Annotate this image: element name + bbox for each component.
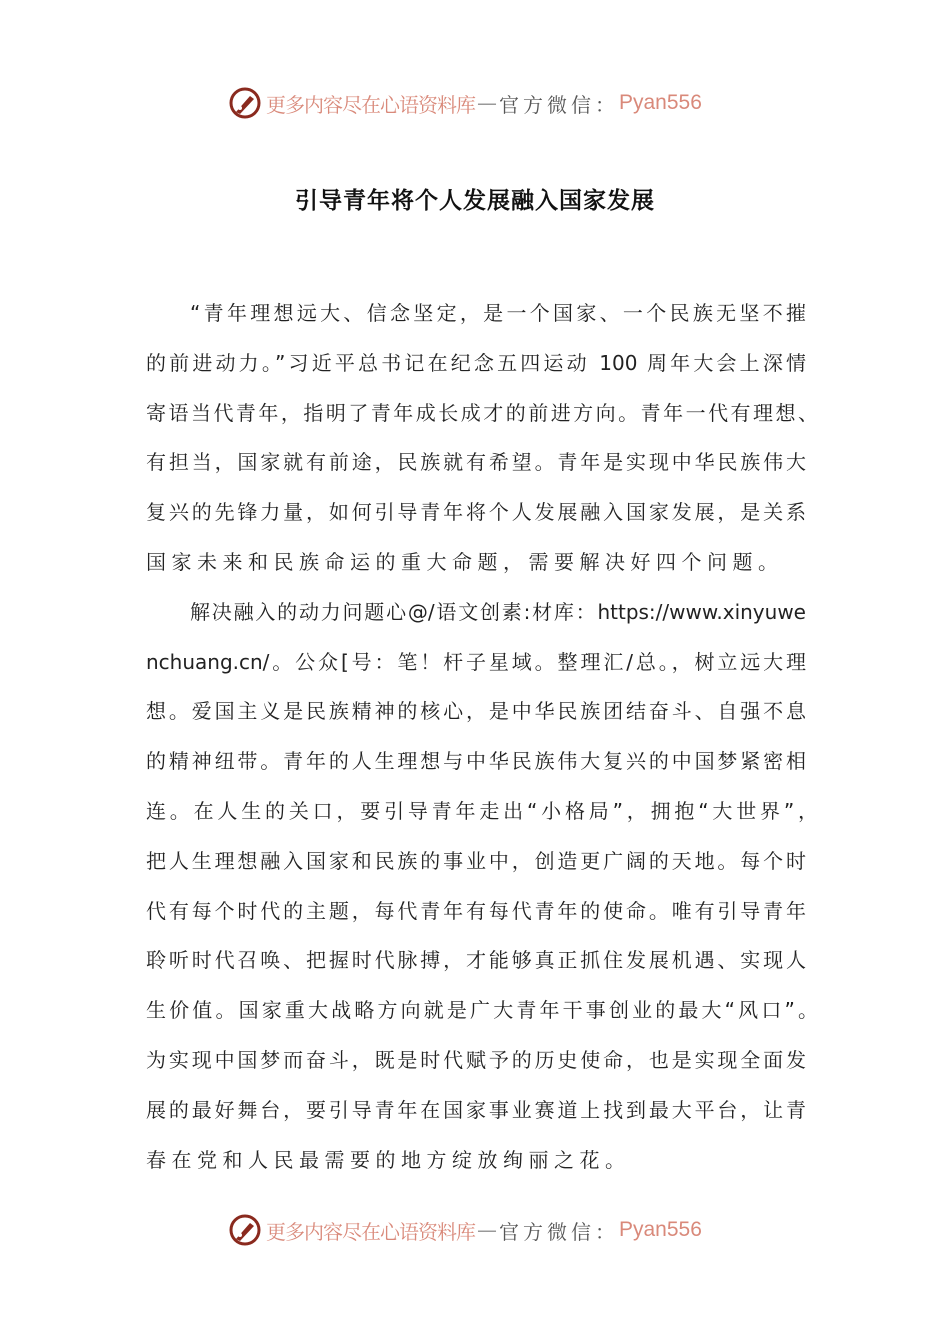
text-line: 连。在人生的关口，要引导青年走出“小格局”，拥抱“大世界”， (146, 798, 818, 823)
text-line: nchuang.cn/。公众[号：笔！杆子星域。整理汇/总。，树立远大理 (146, 649, 806, 674)
watermark-site: 更多内容尽在心语资料库 (266, 92, 475, 117)
text-line: 国家未来和民族命运的重大命题，需要解决好四个问题。 (146, 549, 784, 574)
text-line: 的前进动力。”习近平总书记在纪念五四运动 100 周年大会上深情 (146, 350, 806, 375)
text-line: 有担当，国家就有前途，民族就有希望。青年是实现中华民族伟大 (146, 450, 806, 475)
text-line: 复兴的先锋力量，如何引导青年将个人发展融入国家发展，是关系 (146, 500, 806, 525)
text-line: 聆听时代召唤、把握时代脉搏，才能够真正抓住发展机遇、实现人 (146, 948, 806, 973)
watermark-dash: — (477, 91, 497, 115)
header-watermark (228, 85, 702, 121)
text-line: 解决融入的动力问题心@/语文创素:材库：https://www.xinyuwe (190, 599, 806, 624)
watermark-official: 官方微信： (499, 1219, 619, 1244)
text-line: 寄语当代青年，指明了青年成长成才的前进方向。青年一代有理想、 (146, 400, 818, 425)
pen-logo-icon (228, 86, 262, 120)
pen-logo-icon (228, 1213, 262, 1247)
watermark-site: 更多内容尽在心语资料库 (266, 1219, 475, 1244)
text-line: 展的最好舞台，要引导青年在国家事业赛道上找到最大平台，让青 (146, 1097, 806, 1122)
footer-watermark (228, 1212, 702, 1248)
watermark-official: 官方微信： (499, 92, 619, 117)
watermark-dash: — (477, 1218, 497, 1242)
text-line: 想。爱国主义是民族精神的核心，是中华民族团结奋斗、自强不息 (146, 699, 806, 724)
text-line: 把人生理想融入国家和民族的事业中，创造更广阔的天地。每个时 (146, 848, 806, 873)
text-line: “青年理想远大、信念坚定，是一个国家、一个民族无坚不摧 (190, 301, 806, 325)
watermark-id: Pyan556 (619, 1218, 702, 1241)
document-body (146, 296, 818, 1192)
text-line: 春在党和人民最需要的地方绽放绚丽之花。 (146, 1147, 631, 1172)
document-title: 引导青年将个人发展融入国家发展 (295, 188, 655, 214)
text-line: 代有每个时代的主题，每代青年有每代青年的使命。唯有引导青年 (146, 898, 806, 923)
text-line: 为实现中国梦而奋斗，既是时代赋予的历史使命，也是实现全面发 (146, 1047, 806, 1072)
text-line: 的精神纽带。青年的人生理想与中华民族伟大复兴的中国梦紧密相 (146, 749, 806, 774)
text-line: 生价值。国家重大战略方向就是广大青年干事创业的最大“风口”。 (146, 998, 818, 1023)
watermark-id: Pyan556 (619, 91, 702, 114)
